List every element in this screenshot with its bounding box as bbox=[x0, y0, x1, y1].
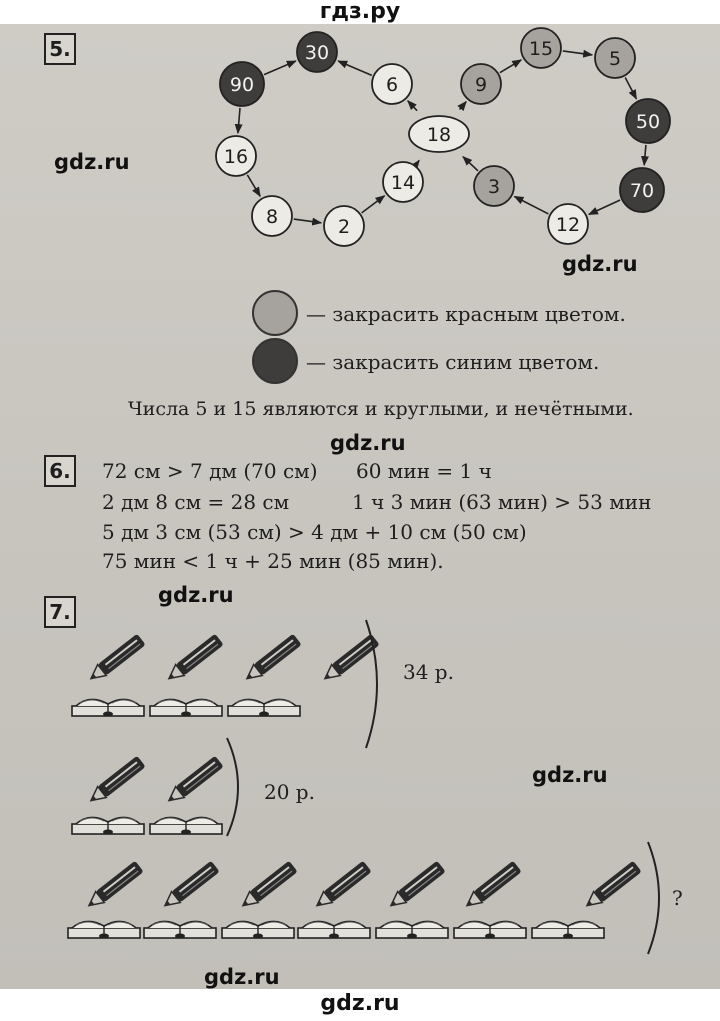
watermark-5: gdz.ru bbox=[532, 763, 608, 787]
watermark-3: gdz.ru bbox=[330, 431, 406, 455]
book-2-1 bbox=[72, 817, 144, 834]
book-3-1 bbox=[68, 921, 140, 938]
pencil-3-4 bbox=[313, 861, 372, 911]
task-7-number: 7. bbox=[44, 596, 76, 628]
number-node-30 bbox=[297, 32, 337, 72]
number-node-6 bbox=[372, 64, 412, 104]
pencil-1-2 bbox=[165, 634, 224, 684]
task-6-line-6: 75 мин < 1 ч + 25 мин (85 мин). bbox=[102, 549, 444, 573]
arrow-8 bbox=[460, 102, 467, 110]
number-node-2 bbox=[324, 206, 364, 246]
number-label: 8 bbox=[265, 206, 279, 228]
number-label: 16 bbox=[223, 146, 249, 168]
arrow-15 bbox=[463, 157, 478, 171]
number-label: 18 bbox=[426, 124, 452, 146]
pencil-2-1 bbox=[87, 756, 146, 806]
book-3-6 bbox=[454, 921, 526, 938]
legend-blue-text: — закрасить синим цветом. bbox=[306, 350, 600, 374]
number-label: 50 bbox=[635, 111, 661, 133]
pencil-3-6 bbox=[463, 861, 522, 911]
book-3-2 bbox=[144, 921, 216, 938]
number-label: 14 bbox=[390, 172, 416, 194]
number-node-18 bbox=[409, 116, 469, 152]
arrow-9 bbox=[500, 60, 521, 73]
number-label: 5 bbox=[608, 48, 622, 70]
legend-blue-circle bbox=[252, 338, 298, 384]
book-3-5 bbox=[376, 921, 448, 938]
pencil-1-3 bbox=[243, 634, 302, 684]
task-7-picture bbox=[0, 612, 720, 982]
arrow-3 bbox=[294, 219, 321, 223]
book-1-1 bbox=[72, 699, 144, 716]
arrow-4 bbox=[362, 196, 385, 213]
number-label: 15 bbox=[528, 38, 554, 60]
number-label: 30 bbox=[304, 42, 330, 64]
watermark-2: gdz.ru bbox=[562, 252, 638, 276]
number-node-3 bbox=[474, 166, 514, 206]
number-label: 12 bbox=[555, 214, 581, 236]
number-node-50 bbox=[626, 99, 670, 143]
arrow-14 bbox=[514, 197, 548, 214]
book-1-3 bbox=[228, 699, 300, 716]
arrow-6 bbox=[408, 101, 417, 111]
pencil-1-1 bbox=[87, 634, 146, 684]
number-node-70 bbox=[620, 168, 664, 212]
number-label: 6 bbox=[385, 74, 399, 96]
number-node-16 bbox=[216, 136, 256, 176]
group-1-price: 34 р. bbox=[403, 660, 454, 684]
pencil-2-2 bbox=[165, 756, 224, 806]
book-3-4 bbox=[298, 921, 370, 938]
book-3-7 bbox=[532, 921, 604, 938]
pencil-3-7 bbox=[583, 861, 642, 911]
pencil-1-4 bbox=[321, 634, 380, 684]
task-6-line-3: 2 дм 8 см = 28 см bbox=[102, 490, 290, 514]
arrow-13 bbox=[589, 200, 620, 214]
number-node-5 bbox=[595, 38, 635, 78]
task-5-number: 5. bbox=[44, 33, 76, 65]
number-node-15 bbox=[521, 28, 561, 68]
arrow-0 bbox=[264, 61, 296, 75]
arrow-11 bbox=[625, 77, 636, 98]
number-label: 90 bbox=[229, 74, 255, 96]
brace-3 bbox=[648, 842, 659, 954]
number-node-8 bbox=[252, 196, 292, 236]
book-1-2 bbox=[150, 699, 222, 716]
book-2-2 bbox=[150, 817, 222, 834]
arrow-5 bbox=[416, 160, 419, 164]
legend-red-circle bbox=[252, 290, 298, 336]
number-node-14 bbox=[383, 162, 423, 202]
pencil-3-3 bbox=[239, 861, 298, 911]
task-6-line-2: 60 мин = 1 ч bbox=[356, 459, 492, 483]
group-3-price: ? bbox=[672, 886, 683, 910]
arrow-12 bbox=[644, 145, 646, 165]
legend-red-text: — закрасить красным цветом. bbox=[306, 302, 626, 326]
brace-2 bbox=[227, 738, 238, 836]
arrow-7 bbox=[338, 61, 372, 75]
task-6-line-4: 1 ч 3 мин (63 мин) > 53 мин bbox=[352, 490, 652, 514]
task-6-line-1: 72 см > 7 дм (70 см) bbox=[102, 459, 318, 483]
number-node-12 bbox=[548, 204, 588, 244]
task-5-note: Числа 5 и 15 являются и круглыми, и нечётными. bbox=[128, 398, 634, 420]
pencil-3-2 bbox=[161, 861, 220, 911]
number-label: 3 bbox=[487, 176, 501, 198]
pencil-3-5 bbox=[387, 861, 446, 911]
arrow-10 bbox=[563, 51, 592, 55]
watermark-6: gdz.ru bbox=[204, 965, 280, 989]
site-footer[interactable]: gdz.ru bbox=[0, 989, 720, 1021]
number-label: 70 bbox=[629, 180, 655, 202]
task-6-number: 6. bbox=[44, 455, 76, 487]
book-3-3 bbox=[222, 921, 294, 938]
arrow-2 bbox=[247, 175, 260, 196]
site-header[interactable]: гдз.ру bbox=[0, 0, 720, 24]
number-label: 2 bbox=[337, 216, 351, 238]
number-label: 9 bbox=[474, 74, 488, 96]
number-chain-diagram bbox=[0, 24, 720, 274]
arrow-1 bbox=[238, 108, 240, 133]
number-node-90 bbox=[220, 62, 264, 106]
task-6-line-5: 5 дм 3 см (53 см) > 4 дм + 10 см (50 см) bbox=[102, 520, 527, 544]
watermark-1: gdz.ru bbox=[54, 150, 130, 174]
watermark-4: gdz.ru bbox=[158, 583, 234, 607]
pencil-3-1 bbox=[85, 861, 144, 911]
group-2-price: 20 р. bbox=[264, 780, 315, 804]
number-node-9 bbox=[461, 64, 501, 104]
